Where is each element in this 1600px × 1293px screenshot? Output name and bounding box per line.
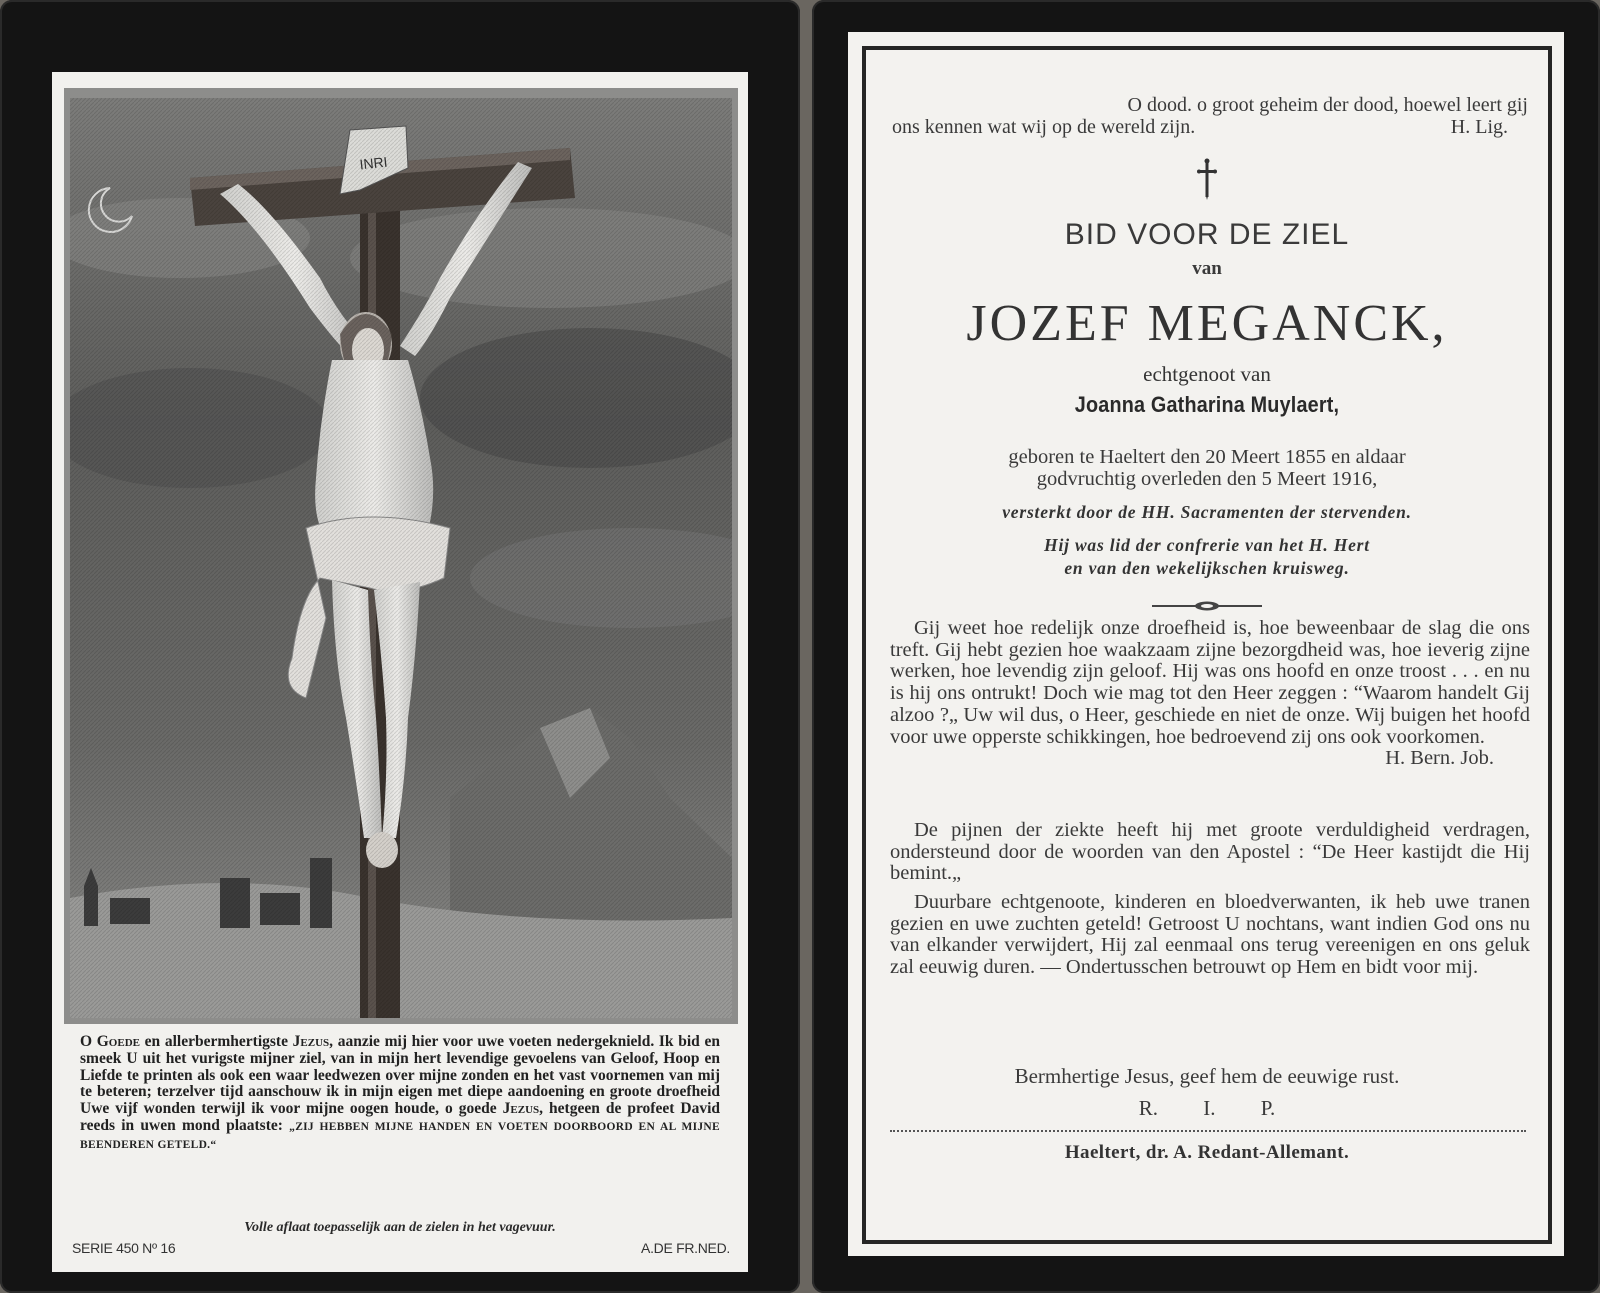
motto-line-1: O dood. o groot geheim der dood, hoewel leert gij: [1127, 94, 1528, 116]
confraternity-line-1: Hij was lid der confrerie van het H. Hert: [1044, 535, 1370, 555]
confraternity: [866, 534, 1548, 580]
card-back-panel: [848, 32, 1564, 1256]
born-line-1: geboren te Haeltert den 20 Meert 1855 en aldaar: [1008, 446, 1406, 468]
ornament-divider: [866, 599, 1548, 617]
prayer-text: [80, 1034, 720, 1154]
engraving-texture: [70, 98, 732, 1018]
card-front-panel: [52, 72, 748, 1272]
prayer-card-back: [812, 0, 1600, 1293]
prayer-opening: O Goede: [80, 1033, 140, 1050]
printer-imprint: Haeltert, dr. A. Redant-Allemant.: [1064, 1142, 1350, 1163]
prayer-segment: en allerbermhertigste: [139, 1033, 293, 1050]
ornament-icon: [1152, 600, 1262, 612]
paragraph-3: Duurbare echtgenoote, kinderen en bloedverwanten, ik heb uwe tranen gezien en uwe zuchten geteld! Getroost U nochtans, want indien God ons nu van elkander verwijdert, Hij zal eenmaal ons terug vereenigen en ons geluk zal eeuwig duren. — Ondertusschen betrouwt op Hem en bidt voor mij.: [890, 891, 1530, 979]
motto-line-2-text: ons kennen wat wij op de wereld zijn.: [892, 116, 1196, 138]
paragraph-1-attribution: H. Bern. Job.: [1385, 747, 1494, 770]
deceased-name: JOZEF MEGANCK,: [966, 295, 1448, 352]
born-line-2: godvruchtig overleden den 5 Meert 1916,: [1036, 468, 1378, 490]
paragraph-1-text: Gij weet hoe redelijk onze droefheid is, hoe beweenbaar de slag die ons treft. Gij hebt gezien hoe waakzaam zijne bezorgdheid was, hoe ieverig zijne werken, hoe levendig zijn geloof. Hij was ons hoofd en onze troost . . . en nu is hij ons ontrukt! Doch wie mag tot den Heer zeggen : “Waarom handelt Gij alzoo ?„ Uw wil dus, o Heer, geschiede en niet de onze. Wij buigen het hoofd voor uwe opperste schikkingen, hoe bedroevend zij ons ook voorkomen.: [890, 617, 1530, 748]
sacraments-line: versterkt door de HH. Sacramenten der stervenden.: [1002, 502, 1412, 522]
motto-line-2: [892, 116, 1528, 138]
closing-prayer: Bermhertige Jesus, geef hem de eeuwige rust.: [1014, 1064, 1400, 1088]
van-label: van: [1192, 258, 1222, 279]
series-number: SERIE 450 Nº 16: [72, 1240, 176, 1256]
prayer-name: Jezus: [292, 1033, 330, 1050]
paragraph-2: De pijnen der ziekte heeft hij met groote verduldigheid verdragen, ondersteund door de woorden van den Apostel : “De Heer kastijdt die Hij bemint.„: [890, 819, 1530, 885]
picture-frame: [64, 88, 738, 1024]
rip: R. I. P.: [1138, 1096, 1276, 1120]
birth-death-info: [866, 446, 1548, 490]
dotted-divider: [890, 1130, 1526, 1132]
cross-icon: [866, 158, 1548, 205]
spouse-label: echtgenoot van: [1143, 362, 1271, 386]
motto: [892, 94, 1528, 138]
prayer-segment: , hetgeen de profeet David reeds in uwen mond plaatste:: [80, 1100, 721, 1134]
motto-attribution: H. Lig.: [1450, 116, 1508, 138]
dagger-cross-icon: [1197, 158, 1217, 200]
prayer-name: Jezus: [502, 1100, 540, 1118]
spouse-name: Joanna Gatharina Muylaert,: [1074, 392, 1340, 417]
black-border-frame: [862, 46, 1552, 1244]
heading: BID VOOR DE ZIEL: [1064, 218, 1350, 251]
crucifix-illustration: [70, 98, 732, 1018]
prayer-segment: , aanzie mij hier voor uwe voeten nedergeknield. Ik bid en smeek U uit het vurigste mijner ziel, van in mijn hert levendige gevoelens van Geloof, Hoop en Liefde te printen als ook een waar leedwezen over mijne zonden en het vast voornemen van mij te beteren; terzelver tijd aanschouw ik in mijn eigen met diepe aandoening en groote droefheid Uwe vijf wonden terwijl ik voor mijne oogen houde, o goede: [80, 1033, 720, 1118]
prayer-quote: „ZIJ HEBBEN MIJNE HANDEN EN VOETEN DOORBOORD EN AL MIJNE BEENDEREN GETELD.“: [80, 1120, 720, 1151]
publisher-code: A.DE FR.NED.: [641, 1240, 730, 1256]
indulgence-note: Volle aflaat toepasselijk aan de zielen in het vagevuur.: [244, 1220, 556, 1235]
paragraph-1: [890, 618, 1530, 770]
crucifixion-image: [70, 98, 732, 1018]
confraternity-line-2: en van den wekelijkschen kruisweg.: [1064, 558, 1350, 578]
